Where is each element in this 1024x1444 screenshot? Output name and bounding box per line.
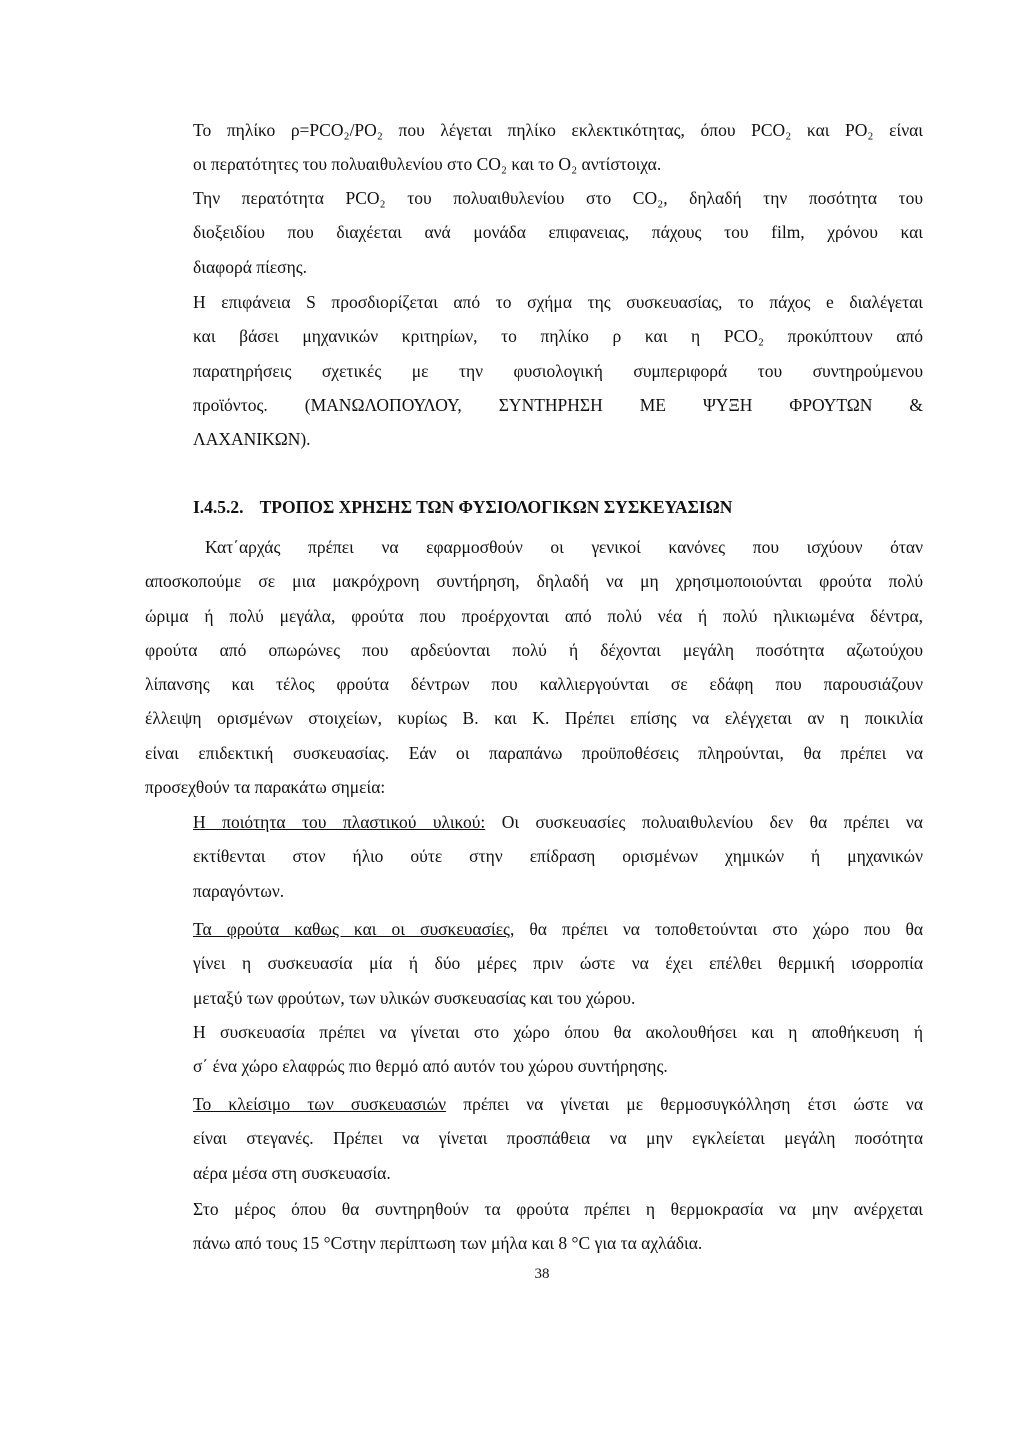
text-line: Στο μέρος όπου θα συντηρηθούν τα φρούτα πρέπει η θερμοκρασία να μην ανέρχεται xyxy=(193,1199,923,1219)
text-line: παρατηρήσεις σχετικές με την φυσιολογική συμπεριφορά του συντηρούμενου xyxy=(193,360,923,381)
text-line: και βάσει μηχανικών κριτηρίων, το πηλίκο ρ και η PCO₂ προκύπτουν από xyxy=(193,326,923,347)
page-number: 38 xyxy=(534,1266,550,1282)
text-line xyxy=(193,912,923,946)
text-line: εκτίθενται στον ήλιο ούτε στην επίδραση ορισμένων χημικών ή μηχανικών xyxy=(193,846,923,867)
item-sealing xyxy=(193,1087,923,1190)
text-line: Η επιφάνεια S προσδιορίζεται από το σχήμα της συσκευασίας, το πάχος e διαλέγεται xyxy=(193,292,923,312)
item-fruits-packages xyxy=(193,912,923,1015)
section-intro xyxy=(145,530,923,804)
item-plastic-quality xyxy=(193,805,923,908)
text-line: παραγόντων. xyxy=(193,880,285,901)
section-number: Ι.4.5.2. xyxy=(193,497,244,517)
item-label: Η ποιότητα του πλαστικού υλικού: xyxy=(193,812,486,832)
section-heading xyxy=(193,490,933,524)
paragraph-permeability xyxy=(193,181,923,284)
section-title: ΤΡΟΠΟΣ ΧΡΗΣΗΣ ΤΩΝ ΦΥΣΙΟΛΟΓΙΚΩΝ ΣΥΣΚΕΥΑΣΙΩΝ xyxy=(259,497,733,517)
text-line: οι περατότητες του πολυαιθυλενίου στο CO₂ και το O₂ αντίστοιχα. xyxy=(193,154,662,175)
paragraph-selectivity xyxy=(193,113,923,182)
text-line xyxy=(193,1087,923,1121)
text-line: αέρα μέσα στη συσκευασία. xyxy=(193,1162,391,1183)
text-line: σ΄ ένα χώρο ελαφρώς πιο θερμό από αυτόν του χώρου συντήρησης. xyxy=(193,1056,668,1077)
text-line: πάνω από τους 15 °Cστην περίπτωση των μήλα και 8 °C για τα αχλάδια. xyxy=(193,1233,703,1254)
text-line xyxy=(193,805,923,839)
text-line: ΛΑΧΑΝΙΚΩΝ). xyxy=(193,429,311,450)
text-line: Το πηλίκο ρ=PCO₂/PO₂ που λέγεται πηλίκο εκλεκτικότητας, όπου PCO₂ και PO₂ είναι xyxy=(193,120,923,140)
item-text: θα πρέπει να τοποθετούνται στο χώρο που θα xyxy=(514,919,923,939)
text-line: διοξειδίου που διαχέεται ανά μονάδα επιφανειας, πάχους του film, χρόνου και xyxy=(193,222,923,243)
item-text: Οι συσκευασίες πολυαιθυλενίου δεν θα πρέπει να xyxy=(485,812,923,832)
item-packaging-place xyxy=(193,1015,923,1084)
paragraph-surface xyxy=(193,285,923,456)
text-line: διαφορά πίεσης. xyxy=(193,256,308,277)
text-line: μεταξύ των φρούτων, των υλικών συσκευασίας και του χώρου. xyxy=(193,987,636,1008)
text-line: είναι επιδεκτική συσκευασίας. Εάν οι παραπάνω προϋποθέσεις πληρούνται, θα πρέπει να xyxy=(145,742,923,763)
item-temperature xyxy=(193,1192,923,1261)
text-line: γίνει η συσκευασία μία ή δύο μέρες πριν ώστε να έχει επέλθει θερμική ισορροπία xyxy=(193,953,923,974)
text-line: αποσκοπούμε σε μια μακρόχρονη συντήρηση, δηλαδή να μη χρησιμοποιούνται φρούτα πολύ xyxy=(145,571,923,592)
item-label: Το κλείσιμο των συσκευασιών xyxy=(193,1094,447,1114)
text-line: Η συσκευασία πρέπει να γίνεται στο χώρο όπου θα ακολουθήσει και η αποθήκευση ή xyxy=(193,1022,923,1042)
item-text: πρέπει να γίνεται με θερμοσυγκόλληση έτσι ώστε να xyxy=(446,1094,923,1114)
text-line: Την περατότητα PCO₂ του πολυαιθυλενίου στο CO₂, δηλαδή την ποσότητα του xyxy=(193,188,923,208)
text-line: Κατ΄αρχάς πρέπει να εφαρμοσθούν οι γενικοί κανόνες που ισχύουν όταν xyxy=(205,537,923,557)
text-line: προϊόντος. (ΜΑΝΩΛΟΠΟΥΛΟΥ, ΣΥΝΤΗΡΗΣΗ ΜΕ ΨΥΞΗ ΦΡΟΥΤΩΝ & xyxy=(193,394,923,415)
text-line: ώριμα ή πολύ μεγάλα, φρούτα που προέρχονται από πολύ νέα ή πολύ ηλικιωμένα δέντρα, xyxy=(145,605,923,626)
text-line: προσεχθούν τα παρακάτω σημεία: xyxy=(145,777,386,798)
item-label: Τα φρούτα καθως και οι συσκευασίες, xyxy=(193,919,515,939)
text-line: είναι στεγανές. Πρέπει να γίνεται προσπάθεια να μην εγκλείεται μεγάλη ποσότητα xyxy=(193,1128,923,1149)
text-line: έλλειψη ορισμένων στοιχείων, κυρίως Β. και Κ. Πρέπει επίσης να ελέγχεται αν η ποικιλία xyxy=(145,708,923,729)
text-line: φρούτα από οπωρώνες που αρδεύονται πολύ ή δέχονται μεγάλη ποσότητα αζωτούχου xyxy=(145,639,923,660)
text-line: λίπανσης και τέλος φρούτα δέντρων που καλλιεργούνται σε εδάφη που παρουσιάζουν xyxy=(145,674,923,695)
